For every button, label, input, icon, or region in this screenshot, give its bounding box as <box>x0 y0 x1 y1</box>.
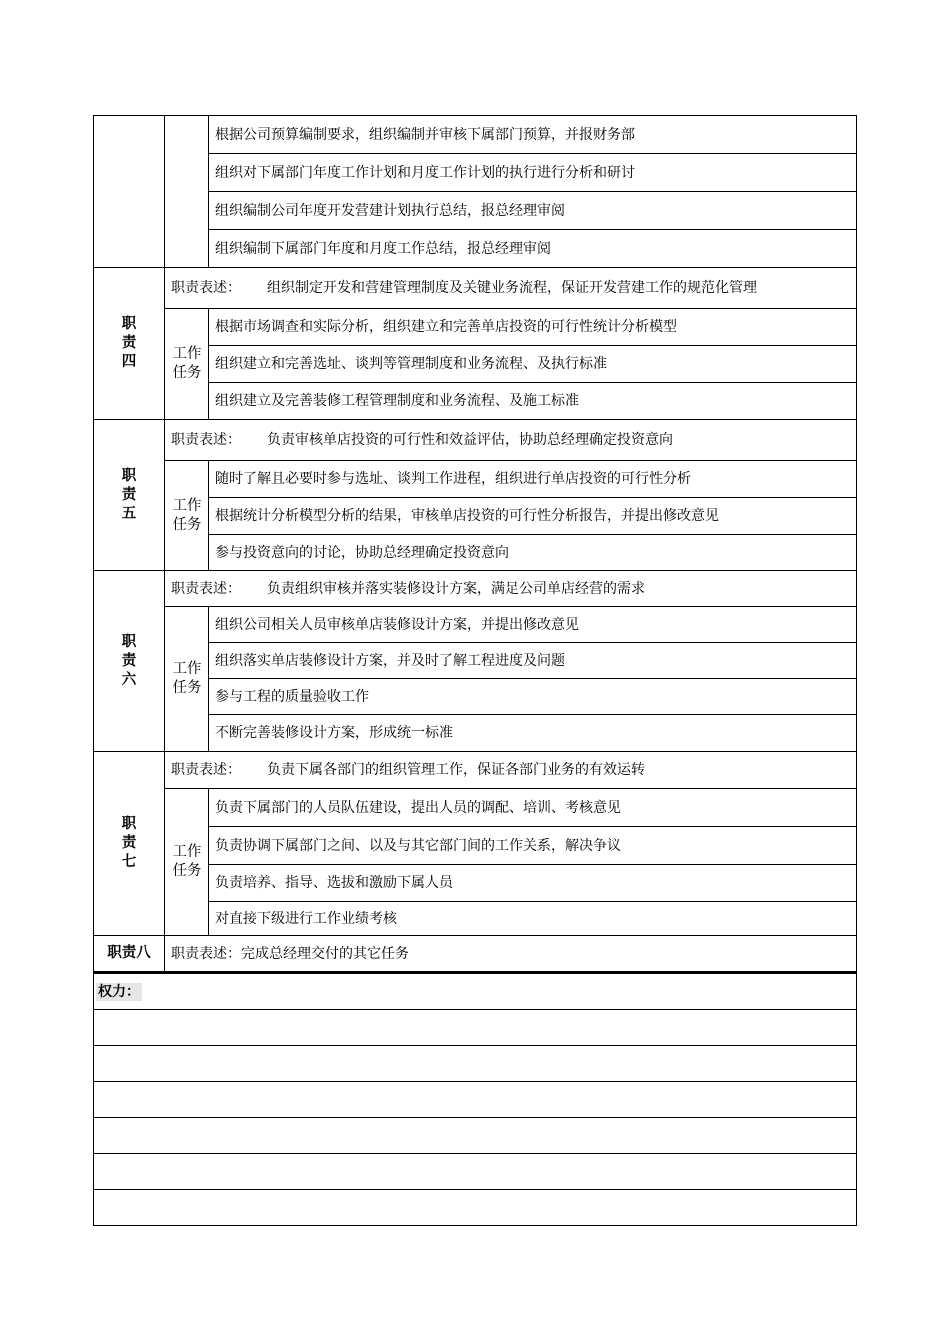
task-cell: 组织对下属部门年度工作计划和月度工作计划的执行进行分析和研讨 <box>209 154 857 192</box>
duty8-description: 职责表述：完成总经理交付的其它任务 <box>165 936 857 972</box>
duty4-task-label: 工作任务 <box>165 309 209 420</box>
duty6-description: 职责表述： 负责组织审核并落实装修设计方案，满足公司单店经营的需求 <box>165 571 857 607</box>
duty7-label: 职责七 <box>94 752 165 936</box>
power-label: 权力： <box>98 983 140 1000</box>
task-cell: 根据统计分析模型分析的结果，审核单店投资的可行性分析报告，并提出修改意见 <box>209 498 857 535</box>
duty4-label: 职责四 <box>94 268 165 420</box>
job-description-sheet <box>93 115 857 1226</box>
power-blank-row <box>94 1190 857 1226</box>
task-cell: 组织编制公司年度开发营建计划执行总结，报总经理审阅 <box>209 192 857 230</box>
power-blank-row <box>94 1154 857 1190</box>
duties-table <box>93 115 857 972</box>
task-cell: 参与投资意向的讨论，协助总经理确定投资意向 <box>209 535 857 571</box>
duty4-description: 职责表述： 组织制定开发和营建管理制度及关键业务流程，保证开发营建工作的规范化管理 <box>165 268 857 309</box>
duty7-task-label: 工作任务 <box>165 789 209 936</box>
task-cell: 不断完善装修设计方案，形成统一标准 <box>209 715 857 752</box>
task-cell: 组织公司相关人员审核单店装修设计方案，并提出修改意见 <box>209 607 857 643</box>
task-cell: 参与工程的质量验收工作 <box>209 679 857 715</box>
power-blank-row <box>94 1082 857 1118</box>
duty6-task-label: 工作任务 <box>165 607 209 752</box>
task-cell: 组织编制下属部门年度和月度工作总结，报总经理审阅 <box>209 230 857 268</box>
task-cell: 组织建立及完善装修工程管理制度和业务流程、及施工标准 <box>209 383 857 420</box>
task-cell: 负责协调下属部门之间、以及与其它部门间的工作关系，解决争议 <box>209 827 857 865</box>
task-cell: 负责下属部门的人员队伍建设，提出人员的调配、培训、考核意见 <box>209 789 857 827</box>
power-header-cell <box>94 973 857 1010</box>
duty5-label: 职责五 <box>94 420 165 571</box>
task-cell: 对直接下级进行工作业绩考核 <box>209 902 857 936</box>
task-cell: 组织建立和完善选址、谈判等管理制度和业务流程、及执行标准 <box>209 346 857 383</box>
duty5-description: 职责表述： 负责审核单店投资的可行性和效益评估，协助总经理确定投资意向 <box>165 420 857 461</box>
power-table <box>93 972 857 1226</box>
duty7-description: 职责表述： 负责下属各部门的组织管理工作，保证各部门业务的有效运转 <box>165 752 857 789</box>
task-cell: 随时了解且必要时参与选址、谈判工作进程，组织进行单店投资的可行性分析 <box>209 461 857 498</box>
task-cell: 负责培养、指导、选拔和激励下属人员 <box>209 865 857 902</box>
duty8-label: 职责八 <box>94 936 165 972</box>
power-blank-row <box>94 1010 857 1046</box>
power-blank-row <box>94 1118 857 1154</box>
duty3-sub-cell <box>165 116 209 268</box>
power-blank-row <box>94 1046 857 1082</box>
task-cell: 根据市场调查和实际分析，组织建立和完善单店投资的可行性统计分析模型 <box>209 309 857 346</box>
duty5-task-label: 工作任务 <box>165 461 209 571</box>
duty3-label-cell <box>94 116 165 268</box>
duty6-label: 职责六 <box>94 571 165 752</box>
task-cell: 组织落实单店装修设计方案，并及时了解工程进度及问题 <box>209 643 857 679</box>
task-cell: 根据公司预算编制要求，组织编制并审核下属部门预算，并报财务部 <box>209 116 857 154</box>
